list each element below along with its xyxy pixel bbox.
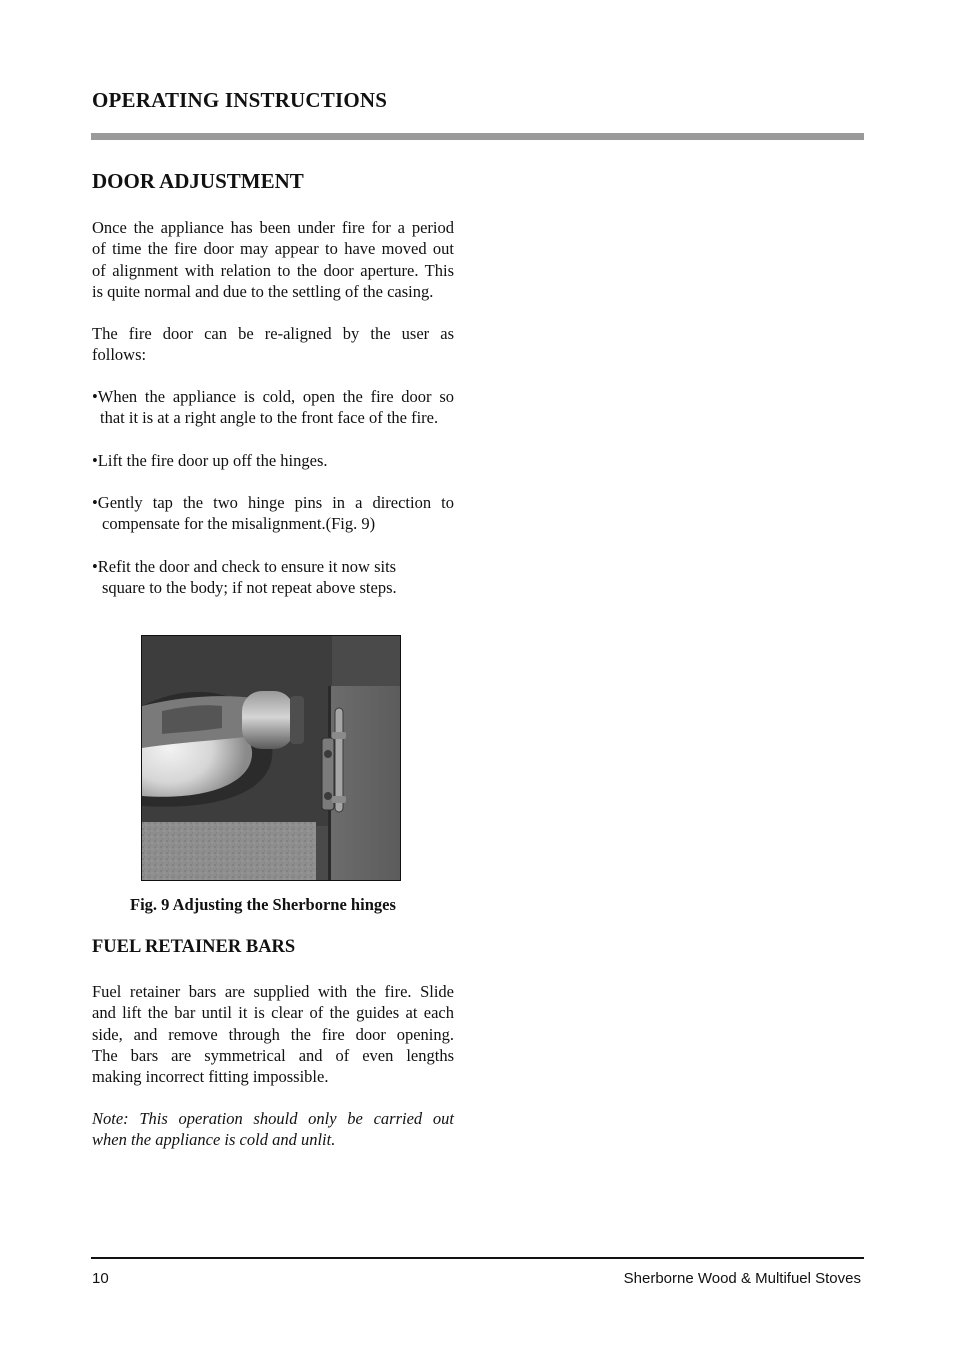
text-line: when the appliance is cold and unlit. (92, 1130, 336, 1150)
figure-caption: Fig. 9 Adjusting the Sherborne hinges (130, 895, 396, 914)
text-line: making incorrect fitting impossible. (92, 1067, 329, 1087)
text-line: The bars are symmetrical and of even lengths (92, 1045, 454, 1065)
text-line: is quite normal and due to the settling of the casing. (92, 281, 434, 301)
text-line: follows: (92, 345, 147, 365)
note-paragraph (92, 1108, 454, 1151)
bullet-item (92, 386, 454, 429)
page-number: 10 (92, 1270, 109, 1287)
hinge-photo-drawing (142, 636, 400, 880)
bullet-item (92, 492, 454, 535)
hinge-photo (141, 635, 401, 881)
header-rule (91, 133, 864, 140)
page-title: OPERATING INSTRUCTIONS (92, 88, 388, 112)
bullet-text: •When the appliance is cold, open the fire door so (92, 387, 454, 406)
bullet-text: compensate for the misalignment.(Fig. 9) (102, 514, 376, 534)
text-line: of alignment with relation to the door aperture. This (92, 260, 454, 280)
text-line: of time the fire door may appear to have moved out (92, 239, 454, 259)
door-paragraph-2 (92, 323, 454, 366)
text-line: Fuel retainer bars are supplied with the fire. Slide (92, 982, 454, 1001)
bullet-text: •Refit the door and check to ensure it now sits (92, 557, 397, 576)
section-heading-fuel-retainer-bars: FUEL RETAINER BARS (92, 937, 296, 957)
footer-rule (91, 1257, 864, 1259)
bullet-text: •Gently tap the two hinge pins in a direction to (92, 493, 454, 512)
section-heading-door-adjustment: DOOR ADJUSTMENT (92, 169, 304, 193)
text-line: Note: This operation should only be carried out (92, 1109, 454, 1128)
fuel-paragraph (92, 981, 454, 1087)
text-line: Once the appliance has been under fire for a period (92, 218, 454, 237)
bullet-text: that it is at a right angle to the front face of the fire. (100, 408, 439, 428)
bullet-item (92, 450, 454, 471)
text-line: and lift the bar until it is clear of the guides at each (92, 1003, 454, 1023)
text-line: side, and remove through the fire door opening. (92, 1024, 454, 1044)
bullet-text: square to the body; if not repeat above steps. (102, 578, 397, 598)
door-paragraph-1 (92, 217, 454, 302)
text-line: The fire door can be re-aligned by the user as (92, 324, 454, 343)
bullet-item (92, 556, 454, 599)
bullet-text: •Lift the fire door up off the hinges. (92, 451, 328, 470)
footer-title: Sherborne Wood & Multifuel Stoves (623, 1270, 861, 1287)
